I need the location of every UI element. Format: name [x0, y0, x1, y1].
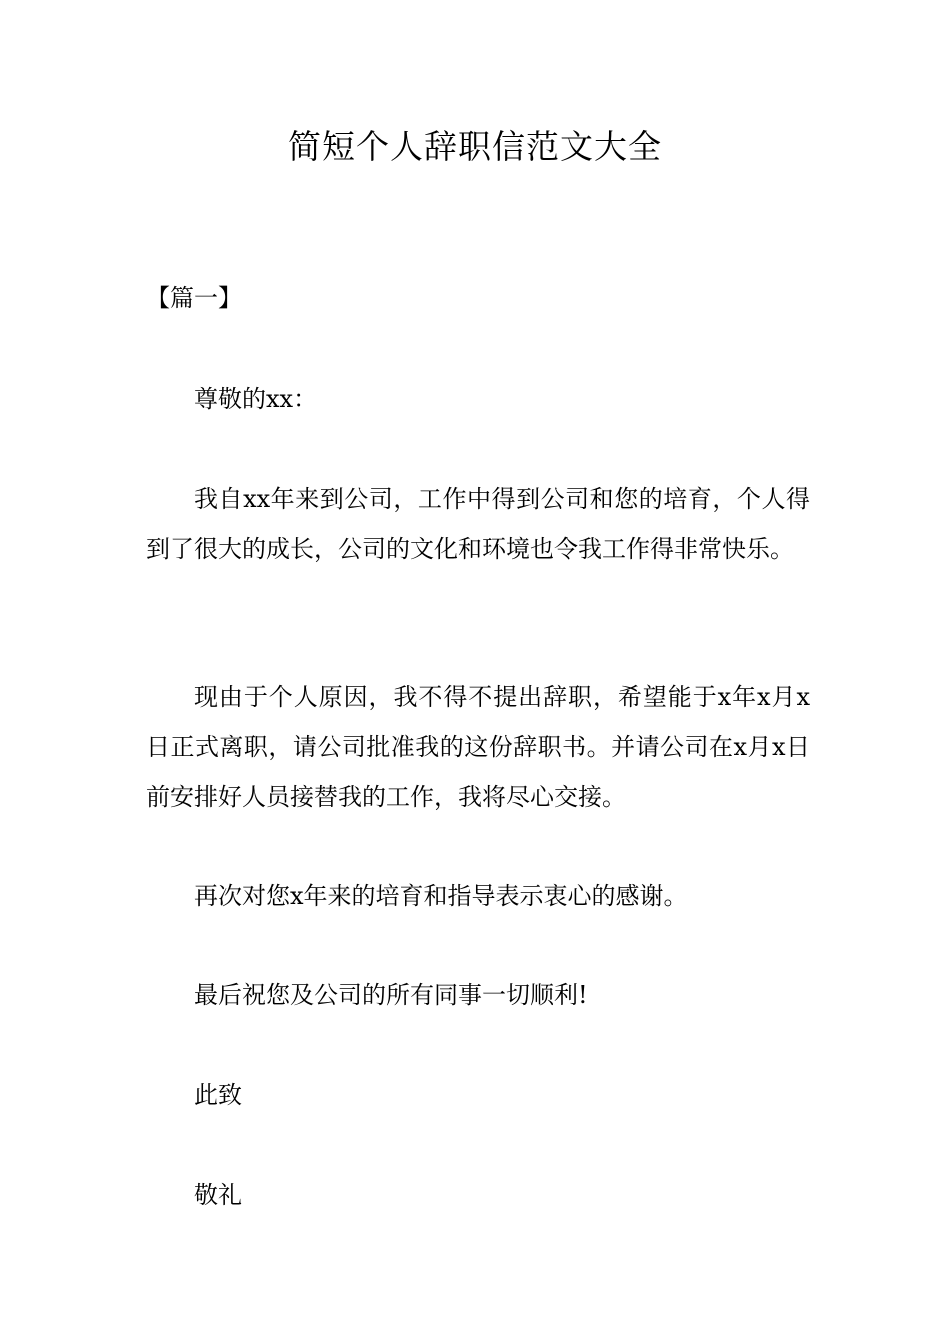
closing-line-2: 敬礼 [194, 1181, 242, 1209]
closing-line-1: 此致 [194, 1081, 242, 1109]
document-title: 简短个人辞职信范文大全 [288, 127, 662, 166]
body-paragraph-2: 现由于个人原因，我不得不提出辞职，希望能于x年x月x日正式离职，请公司批准我的这份辞职书。并请公司在x月x日前安排好人员接替我的工作，我将尽心交接。 [146, 683, 810, 811]
thanks-paragraph: 再次对您x年来的培育和指导表示衷心的感谢。 [194, 882, 688, 910]
greeting-paragraph: 尊敬的xx： [194, 385, 318, 413]
wish-paragraph: 最后祝您及公司的所有同事一切顺利! [194, 981, 588, 1009]
section-label: 【篇一】 [146, 284, 242, 312]
body-paragraph-1: 我自xx年来到公司，工作中得到公司和您的培育，个人得到了很大的成长，公司的文化和环境也令我工作得非常快乐。 [146, 485, 810, 563]
